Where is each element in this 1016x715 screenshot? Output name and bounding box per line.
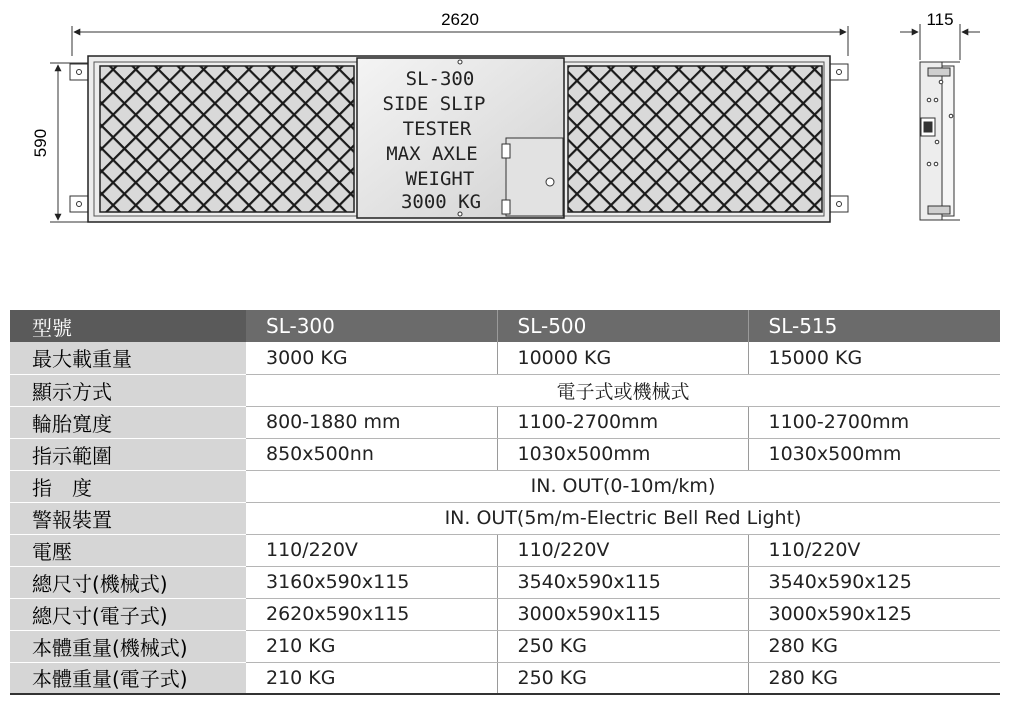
value-cell: 15000 KG (748, 342, 1000, 374)
left-mesh-plate (100, 66, 354, 212)
table-row (10, 470, 1000, 502)
value-cell: 2620x590x115 (246, 598, 497, 630)
side-view (920, 62, 960, 220)
row-label: 電壓 (10, 534, 246, 566)
row-label: 最大載重量 (10, 342, 246, 374)
value-cell: 250 KG (497, 630, 748, 662)
value-cell: 1100-2700mm (497, 406, 748, 438)
row-label: 指示範圍 (10, 438, 246, 470)
plate-text-line-1: SL-300 (405, 68, 475, 90)
dim-height-label: 590 (31, 128, 50, 158)
value-cell: 210 KG (246, 630, 497, 662)
table-row (10, 406, 1000, 438)
table-row (10, 502, 1000, 534)
row-label: 輪胎寬度 (10, 406, 246, 438)
value-cell: 3000x590x115 (497, 598, 748, 630)
value-cell: 110/220V (748, 534, 1000, 566)
value-cell: 3000 KG (246, 342, 497, 374)
dim-side-label: 115 (926, 10, 954, 29)
plate-text-line-2: SIDE SLIP (382, 93, 486, 115)
row-label: 本體重量(機械式) (10, 630, 246, 662)
plate-text-line-5: WEIGHT (405, 168, 475, 190)
value-cell: 1030x500mm (748, 438, 1000, 470)
table-row (10, 598, 1000, 630)
value-cell: 800-1880 mm (246, 406, 497, 438)
table-header-row (10, 310, 1000, 342)
model-header: SL-500 (497, 310, 748, 342)
value-cell: 3540x590x125 (748, 566, 1000, 598)
merged-value-cell: IN. OUT(0-10m/km) (246, 470, 1000, 502)
merged-value-cell: IN. OUT(5m/m-Electric Bell Red Light) (246, 502, 1000, 534)
value-cell: 110/220V (497, 534, 748, 566)
plate-text-line-4: MAX AXLE (386, 143, 478, 165)
model-header: SL-300 (246, 310, 497, 342)
model-header: SL-515 (748, 310, 1000, 342)
row-label: 顯示方式 (10, 374, 246, 406)
plate-text-line-3: TESTER (402, 118, 472, 140)
row-label: 指 度 (10, 470, 246, 502)
table-row (10, 534, 1000, 566)
table-row (10, 342, 1000, 374)
table-row (10, 662, 1000, 694)
row-label: 總尺寸(電子式) (10, 598, 246, 630)
value-cell: 10000 KG (497, 342, 748, 374)
technical-drawing (0, 0, 1016, 300)
merged-value-cell: 電子式或機械式 (246, 374, 1000, 406)
row-label: 總尺寸(機械式) (10, 566, 246, 598)
value-cell: 3160x590x115 (246, 566, 497, 598)
row-label: 本體重量(電子式) (10, 662, 246, 694)
value-cell: 280 KG (748, 630, 1000, 662)
value-cell: 110/220V (246, 534, 497, 566)
spec-table (10, 310, 1000, 695)
table-row (10, 374, 1000, 406)
value-cell: 1030x500mm (497, 438, 748, 470)
value-cell: 210 KG (246, 662, 497, 694)
plate-text-line-6: 3000 KG (400, 191, 482, 213)
value-cell: 3540x590x115 (497, 566, 748, 598)
table-row (10, 438, 1000, 470)
value-cell: 280 KG (748, 662, 1000, 694)
table-row (10, 630, 1000, 662)
value-cell: 850x500nn (246, 438, 497, 470)
dimension-length (72, 10, 848, 56)
header-label: 型號 (10, 310, 246, 342)
table-row (10, 566, 1000, 598)
value-cell: 3000x590x125 (748, 598, 1000, 630)
value-cell: 1100-2700mm (748, 406, 1000, 438)
dim-length-label: 2620 (441, 10, 479, 29)
value-cell: 250 KG (497, 662, 748, 694)
dimension-side (900, 10, 980, 60)
right-mesh-plate (568, 66, 822, 212)
row-label: 警報裝置 (10, 502, 246, 534)
